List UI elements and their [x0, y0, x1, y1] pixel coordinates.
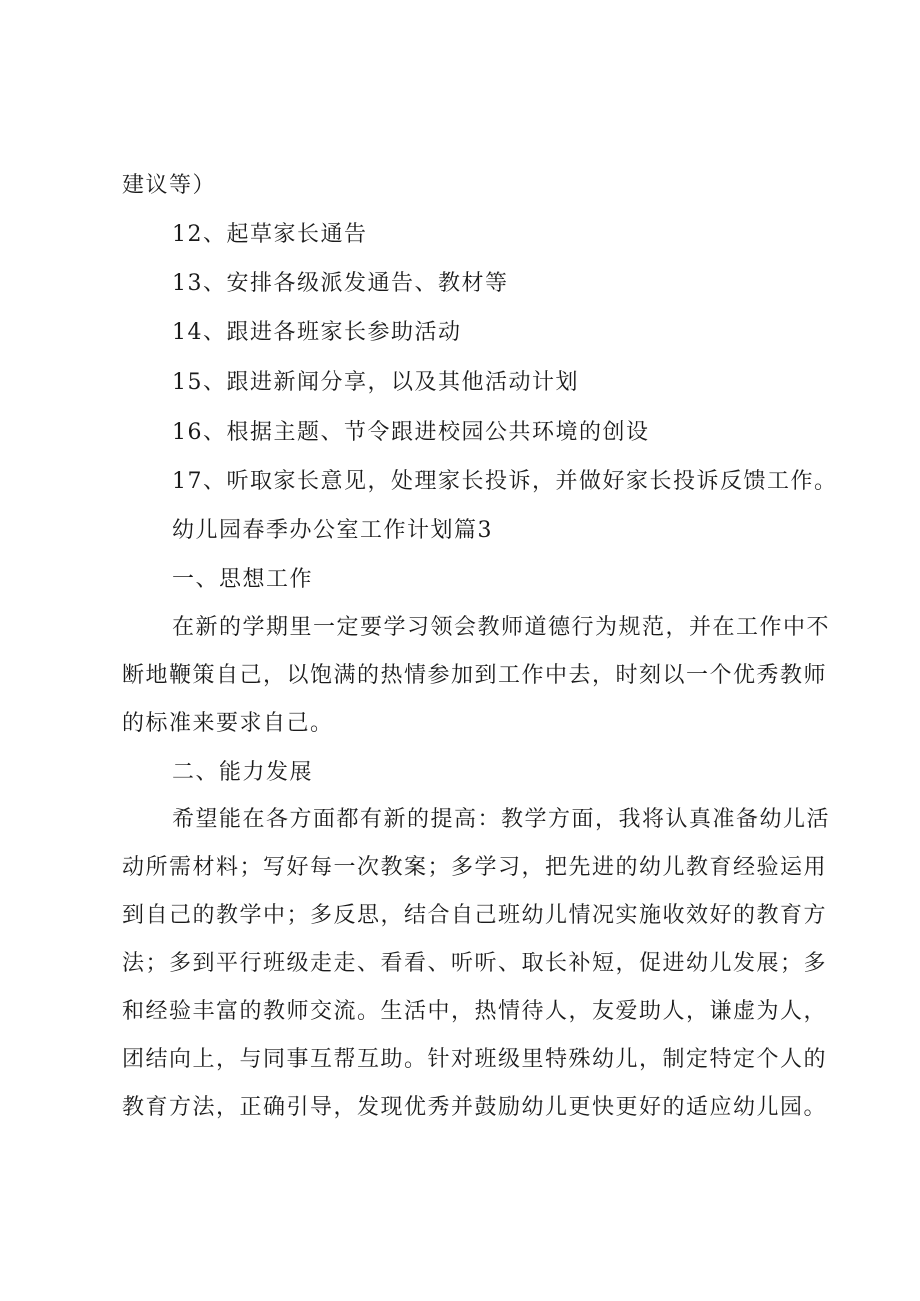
list-item: 14、跟进各班家长参助活动 — [172, 320, 462, 345]
list-item: 17、听取家长意见，处理家长投诉，并做好家长投诉反馈工作。 — [172, 469, 838, 494]
paragraph-line: 教育方法，正确引导，发现优秀并鼓励幼儿更快更好的适应幼儿园。 — [122, 1095, 828, 1120]
list-item: 15、跟进新闻分享，以及其他活动计划 — [172, 370, 579, 395]
paragraph-line: 到自己的教学中；多反思，结合自己班幼儿情况实施收效好的教育方 — [122, 903, 828, 928]
heading-thought-work: 一、思想工作 — [172, 567, 314, 592]
list-item: 13、安排各级派发通告、教材等 — [172, 271, 509, 296]
list-item: 12、起草家长通告 — [172, 222, 368, 247]
list-item: 16、根据主题、节令跟进校园公共环境的创设 — [172, 420, 650, 445]
heading-ability-development: 二、能力发展 — [172, 760, 314, 785]
section-title: 幼儿园春季办公室工作计划篇3 — [172, 518, 493, 543]
continuation-text: 建议等） — [122, 173, 217, 198]
paragraph-line: 团结向上，与同事互帮互助。针对班级里特殊幼儿，制定特定个人的 — [122, 1047, 828, 1072]
paragraph-line: 断地鞭策自己，以饱满的热情参加到工作中去，时刻以一个优秀教师 — [122, 663, 828, 688]
paragraph-line: 的标准来要求自己。 — [122, 711, 334, 736]
paragraph-line: 希望能在各方面都有新的提高：教学方面，我将认真准备幼儿活 — [172, 807, 831, 832]
paragraph-line: 动所需材料；写好每一次教案；多学习，把先进的幼儿教育经验运用 — [122, 855, 828, 880]
paragraph-line: 在新的学期里一定要学习领会教师道德行为规范，并在工作中不 — [172, 615, 831, 640]
paragraph-line: 法；多到平行班级走走、看看、听听、取长补短，促进幼儿发展；多 — [122, 951, 828, 976]
paragraph-line: 和经验丰富的教师交流。生活中，热情待人，友爱助人，谦虚为人， — [122, 999, 828, 1024]
